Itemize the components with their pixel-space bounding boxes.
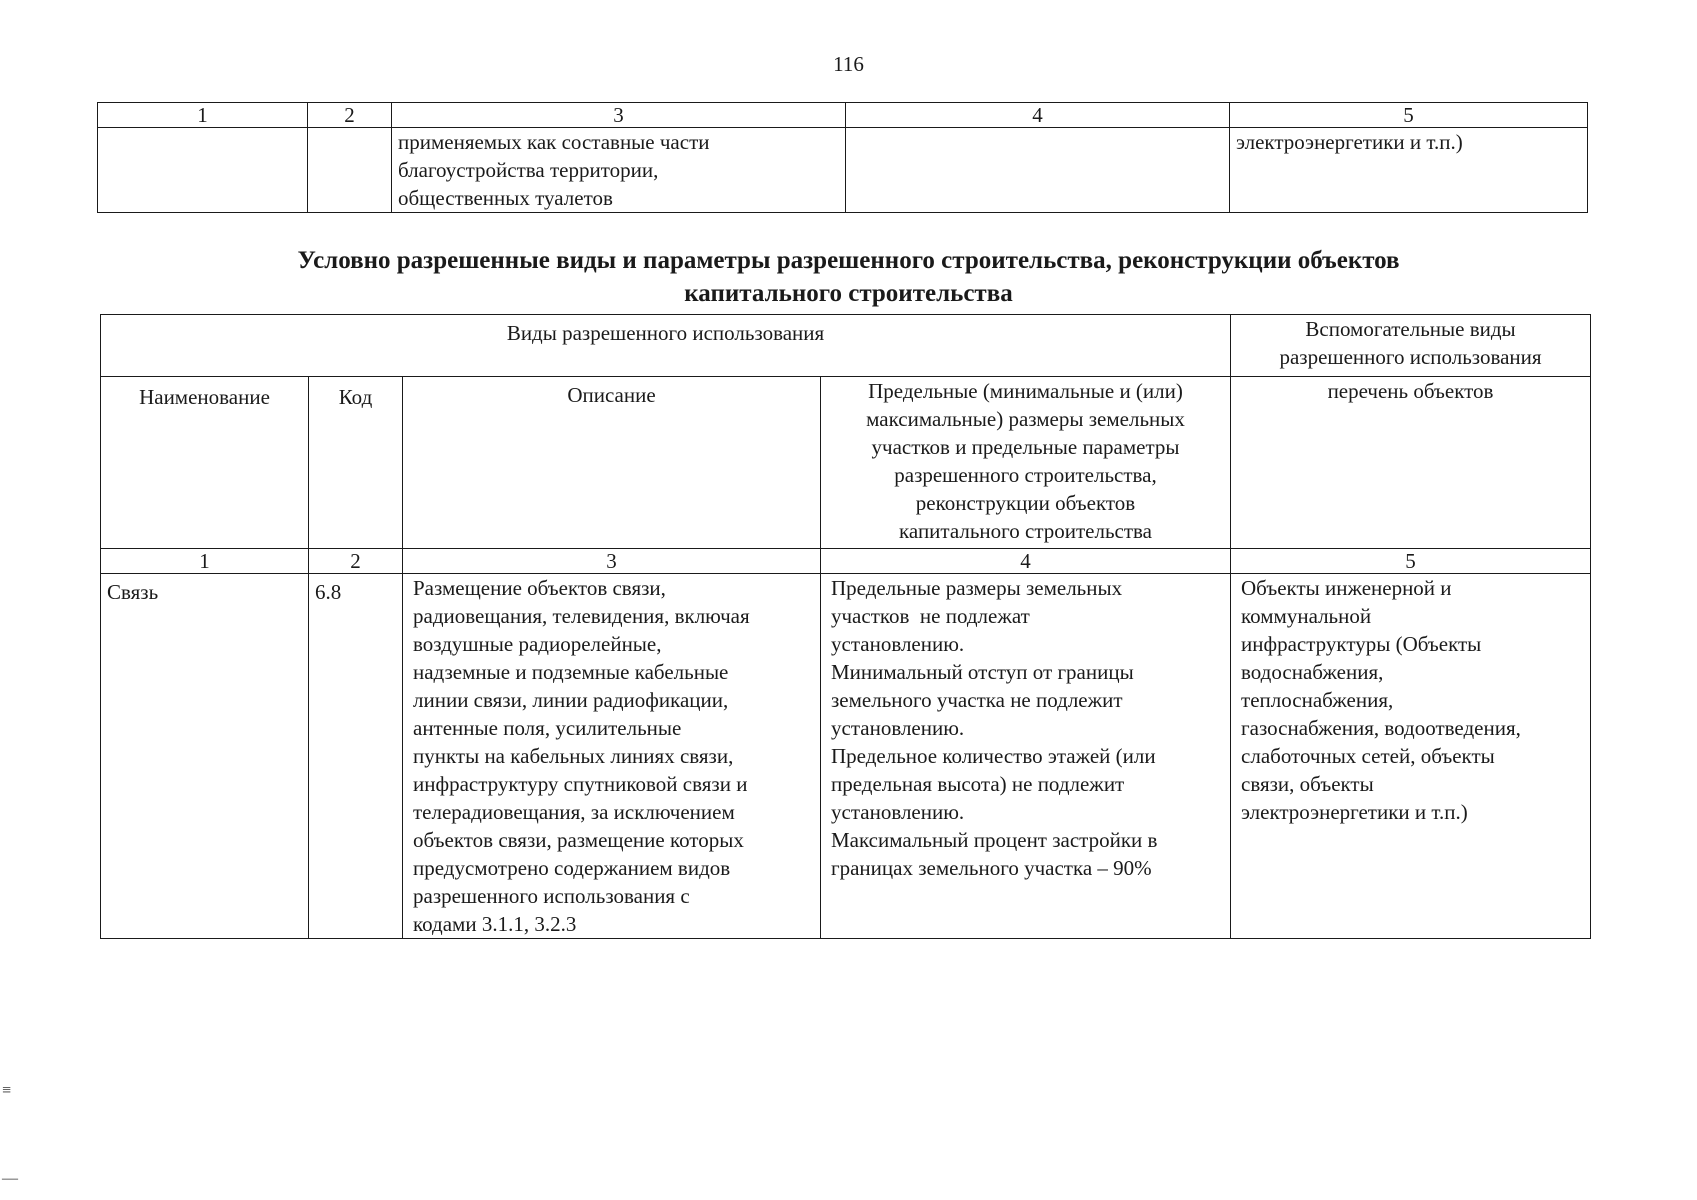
text-line: Вспомогательные виды [1305, 317, 1516, 341]
header-objects: перечень объектов [1231, 377, 1591, 549]
col-number-1: 1 [98, 103, 308, 128]
text-line: Максимальный процент застройки в [831, 828, 1158, 852]
continuation-code-cell [308, 128, 392, 213]
text-line: Объекты инженерной и [1241, 576, 1452, 600]
text-line: Минимальный отступ от границы [831, 660, 1134, 684]
text-line: водоснабжения, [1241, 660, 1384, 684]
continuation-table [97, 102, 1588, 213]
col-number-3: 3 [392, 103, 846, 128]
text-line: антенные поля, усилительные [413, 716, 682, 740]
text-line: линии связи, линии радиофикации, [413, 688, 729, 712]
text-line: электроэнергетики и т.п.) [1241, 800, 1468, 824]
text-line: предельная высота) не подлежит [831, 772, 1125, 796]
text-line: благоустройства территории, [398, 158, 659, 182]
text-line: предусмотрено содержанием видов [413, 856, 731, 880]
row-code-cell: 6.8 [309, 574, 403, 939]
continuation-objects-cell [1230, 128, 1588, 213]
col-number-2: 2 [309, 549, 403, 574]
text-line: капитального строительства [899, 519, 1152, 543]
text-line: инфраструктуры (Объекты [1241, 632, 1482, 656]
column-number-row [101, 549, 1591, 574]
text-line: максимальные) размеры земельных [866, 407, 1185, 431]
text-line: Размещение объектов связи, [413, 576, 666, 600]
group-header-cell: Виды разрешенного использования [101, 315, 1231, 377]
section-title [0, 244, 1697, 310]
page-number: 116 [833, 52, 864, 76]
row-name-cell: Связь [101, 574, 309, 939]
permitted-uses-table [100, 314, 1591, 939]
continuation-row [98, 128, 1588, 213]
text-line: коммунальной [1241, 604, 1372, 628]
text-line: газоснабжения, водоотведения, [1241, 716, 1521, 740]
text-line: Предельное количество этажей (или [831, 744, 1156, 768]
text-line: земельного участка не подлежит [831, 688, 1123, 712]
text-line: телерадиовещания, за исключением [413, 800, 735, 824]
table-row [101, 574, 1591, 939]
text-line: реконструкции объектов [915, 491, 1136, 515]
col-number-2: 2 [308, 103, 392, 128]
row-objects-cell [1231, 574, 1591, 939]
text-line: кодами 3.1.1, 3.2.3 [413, 912, 577, 936]
header-code: Код [309, 377, 403, 549]
continuation-description-cell [392, 128, 846, 213]
continuation-name-cell [98, 128, 308, 213]
header-limits [821, 377, 1231, 549]
text-line: надземные и подземные кабельные [413, 660, 729, 684]
text-line: установлению. [831, 716, 965, 740]
header-name: Наименование [101, 377, 309, 549]
text-line: участков не подлежат [831, 604, 1030, 628]
section-title-line: капитального строительства [684, 280, 1013, 307]
section-title-line: Условно разрешенные виды и параметры разрешенного строительства, реконструкции объектов [297, 247, 1400, 274]
col-number-5: 5 [1231, 549, 1591, 574]
text-line: участков и предельные параметры [871, 435, 1180, 459]
text-line: Предельные (минимальные и (или) [868, 379, 1183, 403]
margin-scan-mark: ≡ [2, 1082, 12, 1099]
col-number-4: 4 [821, 549, 1231, 574]
row-limits-cell [821, 574, 1231, 939]
text-line: общественных туалетов [398, 186, 613, 210]
col-number-5: 5 [1230, 103, 1588, 128]
text-line: связи, объекты [1241, 772, 1374, 796]
text-line: объектов связи, размещение которых [413, 828, 744, 852]
col-number-4: 4 [846, 103, 1230, 128]
text-line: границах земельного участка – 90% [831, 856, 1152, 880]
text-line: слаботочных сетей, объекты [1241, 744, 1495, 768]
row-description-cell [403, 574, 821, 939]
margin-scan-mark: — [2, 1170, 18, 1187]
continuation-limits-cell [846, 128, 1230, 213]
text-line: установлению. [831, 800, 965, 824]
text-line: теплоснабжения, [1241, 688, 1394, 712]
text-line: инфраструктуру спутниковой связи и [413, 772, 748, 796]
text-line: применяемых как составные части [398, 130, 710, 154]
text-line: установлению. [831, 632, 965, 656]
col-number-3: 3 [403, 549, 821, 574]
header-description: Описание [403, 377, 821, 549]
text-line: Предельные размеры земельных [831, 576, 1123, 600]
continuation-number-row [98, 103, 1588, 128]
text-line: радиовещания, телевидения, включая [413, 604, 750, 628]
text-line: разрешенного использования [1279, 345, 1542, 369]
text-line: разрешенного строительства, [894, 463, 1157, 487]
group-header-row [101, 315, 1591, 377]
column-header-row [101, 377, 1591, 549]
text-line: электроэнергетики и т.п.) [1236, 130, 1463, 154]
text-line: разрешенного использования с [413, 884, 690, 908]
col-number-1: 1 [101, 549, 309, 574]
text-line: воздушные радиорелейные, [413, 632, 662, 656]
aux-header-cell [1231, 315, 1591, 377]
text-line: пункты на кабельных линиях связи, [413, 744, 734, 768]
